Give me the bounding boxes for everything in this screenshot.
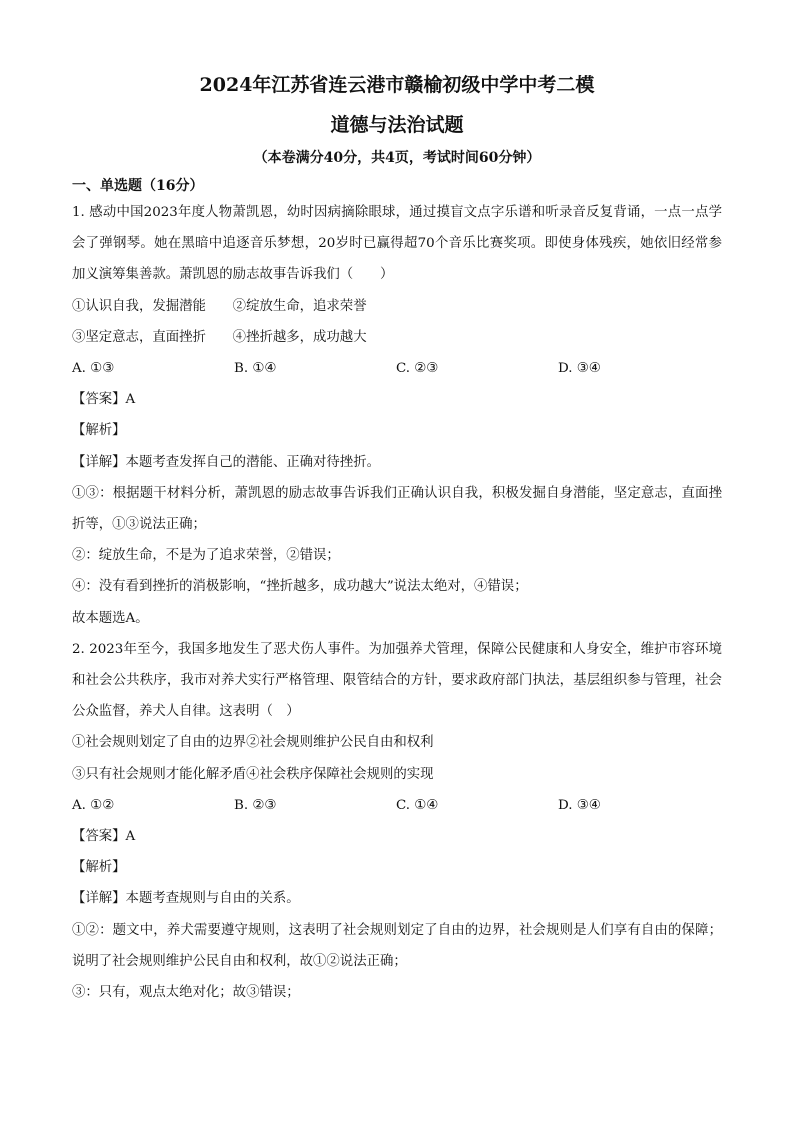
question-1-explanation-3: ④：没有看到挫折的消极影响，“挫折越多，成功越大”说法太绝对，④错误；: [72, 579, 528, 595]
question-1-statement-1: ①认识自我，发掘潜能 ②绽放生命，追求荣誉: [72, 298, 367, 314]
question-2-options: [72, 790, 722, 821]
question-1-stem: 1. 感动中国2023年度人物萧凯恩，幼时因病摘除眼球，通过摸盲文点字乐谱和听录音反复背诵，一点一点学会了弹钢琴。她在黑暗中追逐音乐梦想，20岁时已赢得超70个音乐比赛奖项。即使身体残疾，她依旧经常参加义演筹集善款。萧凯恩的励志故事告诉我们（ ）: [72, 205, 722, 283]
document-title: 2024年江苏省连云港市赣榆初级中学中考二模: [199, 74, 595, 96]
question-1-analysis-label: 【解析】: [72, 423, 126, 439]
question-2-analysis-label: 【解析】: [72, 860, 126, 876]
option-c: C. ①④: [396, 797, 439, 813]
exam-note: （本卷满分40分，共4页，考试时间60分钟）: [253, 150, 541, 166]
option-d: D. ③④: [558, 797, 601, 813]
section-heading: 一、单选题（16分）: [72, 178, 204, 194]
question-2-explanation-2: ③：只有，观点太绝对化；故③错误；: [72, 985, 300, 1001]
question-1-statement-2: ③坚定意志，直面挫折 ④挫折越多，成功越大: [72, 329, 367, 345]
question-1-explanation-2: ②：绽放生命，不是为了追求荣誉，②错误；: [72, 548, 340, 564]
document-subtitle: 道德与法治试题: [330, 114, 464, 136]
option-a: A. ①②: [72, 797, 115, 813]
question-2-statement-2: ③只有社会规则才能化解矛盾④社会秩序保障社会规则的实现: [72, 766, 434, 782]
option-b: B. ①④: [234, 361, 277, 377]
option-d: D. ③④: [558, 361, 601, 377]
question-2-answer: 【答案】A: [72, 829, 136, 845]
question-1-detail: 【详解】本题考查发挥自己的潜能、正确对待挫折。: [72, 454, 380, 470]
option-a: A. ①③: [72, 361, 115, 377]
question-2-statement-1: ①社会规则划定了自由的边界②社会规则维护公民自由和权利: [72, 735, 434, 751]
question-1-options: [72, 353, 722, 384]
question-2-explanation-1: ①②：题文中，养犬需要遵守规则，这表明了社会规则划定了自由的边界，社会规则是人们享有自由的保障；说明了社会规则维护公民自由和权利，故①②说法正确；: [72, 922, 722, 969]
option-c: C. ②③: [396, 361, 439, 377]
question-1-explanation-1: ①③：根据题干材料分析，萧凯恩的励志故事告诉我们正确认识自我，积极发掘自身潜能，坚定意志，直面挫折等，①③说法正确；: [72, 485, 722, 533]
question-1-answer: 【答案】A: [72, 392, 136, 408]
question-1-conclusion: 故本题选A。: [72, 610, 149, 626]
option-b: B. ②③: [234, 797, 277, 813]
question-2-stem: 2. 2023年至今，我国多地发生了恶犬伤人事件。为加强养犬管理，保障公民健康和人身安全，维护市容环境和社会公共秩序，我市对养犬实行严格管理、限管结合的方针，要求政府部门执法，基层组织参与管理，社会公众监督，养犬人自律。这表明（ ）: [72, 641, 722, 720]
question-2-detail: 【详解】本题考查规则与自由的关系。: [72, 891, 300, 907]
